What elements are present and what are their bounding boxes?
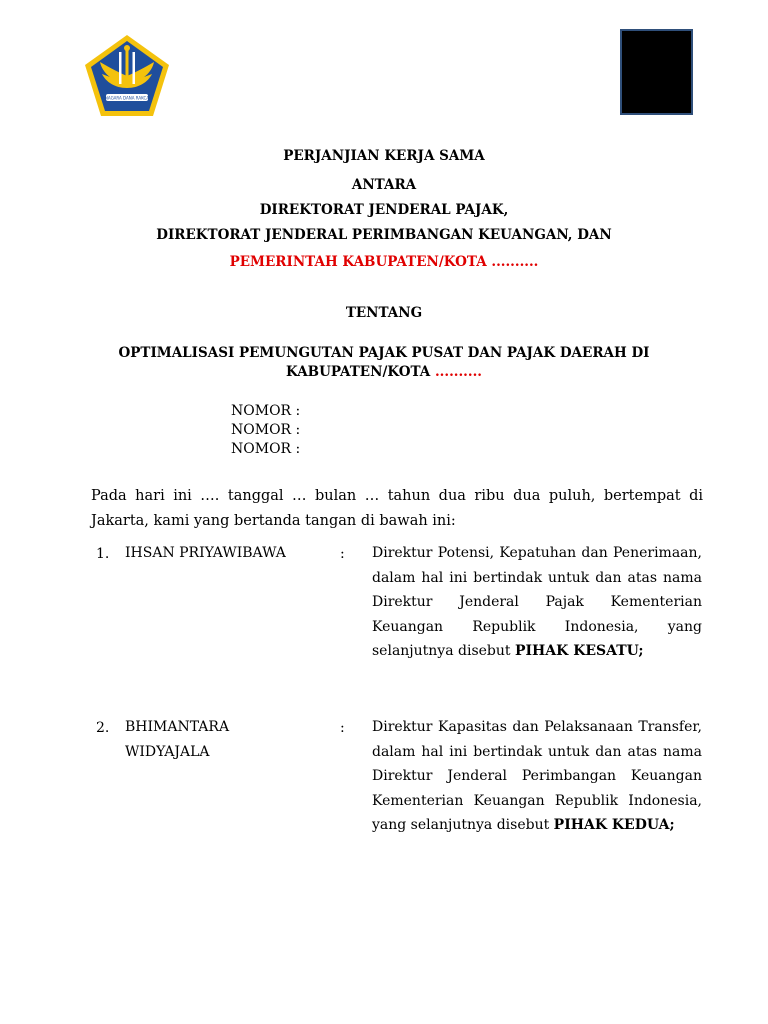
- party-2-label: PIHAK KEDUA;: [553, 817, 675, 834]
- nomor-line-1: NOMOR :: [231, 403, 301, 419]
- title-line-2: ANTARA: [351, 177, 417, 193]
- black-photo-box: [620, 29, 693, 115]
- party-2-description-text: Direktur Kapasitas dan Pelaksanaan Transfer, dalam hal ini bertindak untuk dan atas nama Direktur Jenderal Perimbangan Keuangan Kementerian Keuangan Republik Indonesia, yang selanjutnya disebut: [372, 719, 702, 834]
- tentang-heading: TENTANG: [345, 305, 423, 321]
- subject-line-1: OPTIMALISASI PEMUNGUTAN PAJAK PUSAT DAN PAJAK DAERAH DI: [118, 345, 650, 361]
- party-1-description: [372, 541, 702, 664]
- party-2-description: [372, 715, 702, 838]
- party-1-label: PIHAK KESATU;: [514, 643, 644, 660]
- party-1-description-text: Direktur Potensi, Kepatuhan dan Penerimaan, dalam hal ini bertindak untuk dan atas nama Direktur Jenderal Pajak Kementerian Keuangan Republik Indonesia, yang selanjutnya disebut: [372, 545, 702, 660]
- party-2-colon: :: [340, 720, 345, 736]
- party-1-colon: :: [340, 546, 345, 562]
- intro-paragraph: Pada hari ini …. tanggal … bulan … tahun dua ribu dua puluh, bertempat di Jakarta, kami yang bertanda tangan di bawah ini:: [91, 488, 703, 529]
- nomor-line-3: NOMOR :: [231, 441, 301, 457]
- title-line-3: DIREKTORAT JENDERAL PAJAK,: [259, 202, 509, 218]
- logo-ribbon-text: NAGARA DANA RAKCA: [104, 95, 150, 101]
- subject-line-2-dots: ..........: [434, 364, 482, 380]
- kementerian-keuangan-logo-icon: [82, 32, 172, 122]
- title-line-5: PEMERINTAH KABUPATEN/KOTA ..........: [229, 254, 539, 270]
- title-line-1: PERJANJIAN KERJA SAMA: [283, 148, 485, 164]
- subject-line-2-prefix: KABUPATEN/KOTA: [286, 364, 435, 380]
- party-1-name: IHSAN PRIYAWIBAWA: [125, 545, 286, 561]
- party-1-number: 1.: [96, 546, 110, 562]
- nomor-line-2: NOMOR :: [231, 422, 301, 438]
- subject-line-2: [0, 364, 768, 380]
- title-line-4: DIREKTORAT JENDERAL PERIMBANGAN KEUANGAN, DAN: [156, 227, 612, 243]
- party-2-name-line-1: BHIMANTARA: [125, 719, 230, 735]
- party-2-name-line-2: WIDYAJALA: [125, 744, 210, 760]
- party-2-number: 2.: [96, 720, 110, 736]
